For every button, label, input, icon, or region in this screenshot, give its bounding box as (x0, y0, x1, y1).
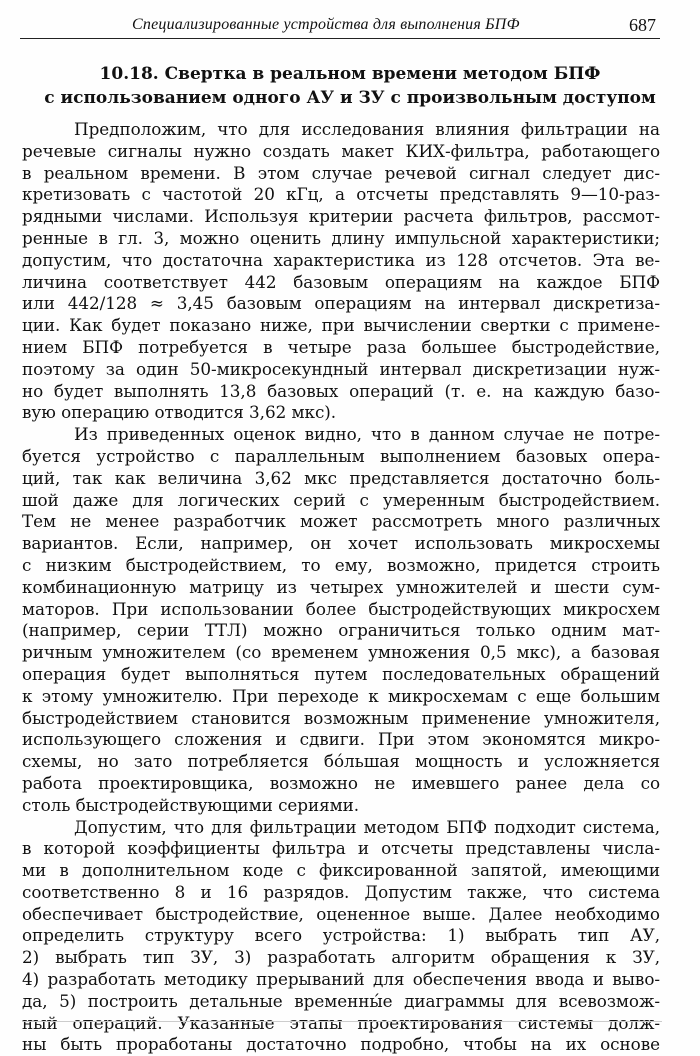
text-line: комбинационную матрицу из четырех умножителей и шести сум- (22, 577, 660, 599)
text-line: быстродействием становится возможным применение умножителя, (22, 708, 660, 730)
text-line: 2) выбрать тип ЗУ, 3) разработать алгоритм обращения к ЗУ, (22, 947, 660, 969)
text-line: поэтому за один 50-микросекундный интервал дискретизации нуж- (22, 359, 660, 381)
text-line: Предположим, что для исследования влияния фильтрации на (22, 119, 660, 141)
text-line: кретизовать с частотой 20 кГц, а отсчеты представлять 9—10-раз- (22, 184, 660, 206)
page-number: 687 (629, 15, 656, 36)
text-line: ны быть проработаны достаточно подробно, чтобы на их основе (22, 1034, 660, 1056)
text-line: рядными числами. Используя критерии расчета фильтров, рассмот- (22, 206, 660, 228)
text-line: личина соответствует 442 базовым операциям на каждое БПФ (22, 272, 660, 294)
text-line: ный операций. Указанные этапы проектирования системы долж- (22, 1013, 660, 1035)
text-line: вую операцию отводится 3,62 мкс). (22, 402, 660, 424)
text-line: или 442/128 ≈ 3,45 базовым операциям на интервал дискретиза- (22, 293, 660, 315)
section-heading-line: с использованием одного АУ и ЗУ с произвольным доступом (0, 86, 700, 110)
text-line: к этому умножителю. При переходе к микросхемам с еще большим (22, 686, 660, 708)
paragraph (22, 119, 660, 424)
text-line: операция будет выполняться путем последовательных обращений (22, 664, 660, 686)
text-line: Допустим, что для фильтрации методом БПФ подходит система, (22, 817, 660, 839)
text-line: ми в дополнительном коде с фиксированной запятой, имеющими (22, 860, 660, 882)
text-line: шой даже для логических серий с умеренным быстродействием. (22, 490, 660, 512)
text-line: маторов. При использовании более быстродействующих микросхем (22, 599, 660, 621)
text-line: схемы, но зато потребляется бо́льшая мощность и усложняется (22, 751, 660, 773)
text-line: в реальном времени. В этом случае речевой сигнал следует дис- (22, 163, 660, 185)
section-heading (0, 62, 700, 110)
text-line: ции. Как будет показано ниже, при вычислении свертки с примене- (22, 315, 660, 337)
text-line: допустим, что достаточна характеристика из 128 отсчетов. Эта ве- (22, 250, 660, 272)
text-line: речевые сигналы нужно создать макет КИХ-фильтра, работающего (22, 141, 660, 163)
text-line: ренные в гл. 3, можно оценить длину импульсной характеристики; (22, 228, 660, 250)
text-line: соответственно 8 и 16 разрядов. Допустим также, что система (22, 882, 660, 904)
page-bottom-divider (22, 1021, 662, 1022)
text-line: буется устройство с параллельным выполнением базовых опера- (22, 446, 660, 468)
text-line: да, 5) построить детальные временны́е диаграммы для всевозмож- (22, 991, 660, 1013)
text-line: ций, так как величина 3,62 мкс представляется достаточно боль- (22, 468, 660, 490)
text-line: с низким быстродействием, то ему, возможно, придется строить (22, 555, 660, 577)
text-line: в которой коэффициенты фильтра и отсчеты представлены числа- (22, 838, 660, 860)
text-line: 4) разработать методику прерываний для обеспечения ввода и выво- (22, 969, 660, 991)
text-line: но будет выполнять 13,8 базовых операций (т. е. на каждую базо- (22, 381, 660, 403)
body-text (22, 119, 660, 1056)
text-line: нием БПФ потребуется в четыре раза большее быстродействие, (22, 337, 660, 359)
running-title: Специализированные устройства для выполнения БПФ (132, 16, 520, 34)
text-line: определить структуру всего устройства: 1) выбрать тип АУ, (22, 925, 660, 947)
text-line: ричным умножителем (со временем умножения 0,5 мкс), а базовая (22, 642, 660, 664)
text-line: обеспечивает быстродействие, оцененное выше. Далее необходимо (22, 904, 660, 926)
paragraph (22, 424, 660, 816)
text-line: столь быстродействующими сериями. (22, 795, 660, 817)
text-line: вариантов. Если, например, он хочет использовать микросхемы (22, 533, 660, 555)
text-line: Тем не менее разработчик может рассмотреть много различных (22, 511, 660, 533)
text-line: Из приведенных оценок видно, что в данном случае не потре- (22, 424, 660, 446)
text-line: (например, серии ТТЛ) можно ограничиться только одним мат- (22, 620, 660, 642)
running-header (20, 14, 660, 39)
text-line: использующего сложения и сдвиги. При этом экономятся микро- (22, 729, 660, 751)
text-line: работа проектировщика, возможно не имевшего ранее дела со (22, 773, 660, 795)
section-heading-line: 10.18. Свертка в реальном времени методом БПФ (0, 62, 700, 86)
